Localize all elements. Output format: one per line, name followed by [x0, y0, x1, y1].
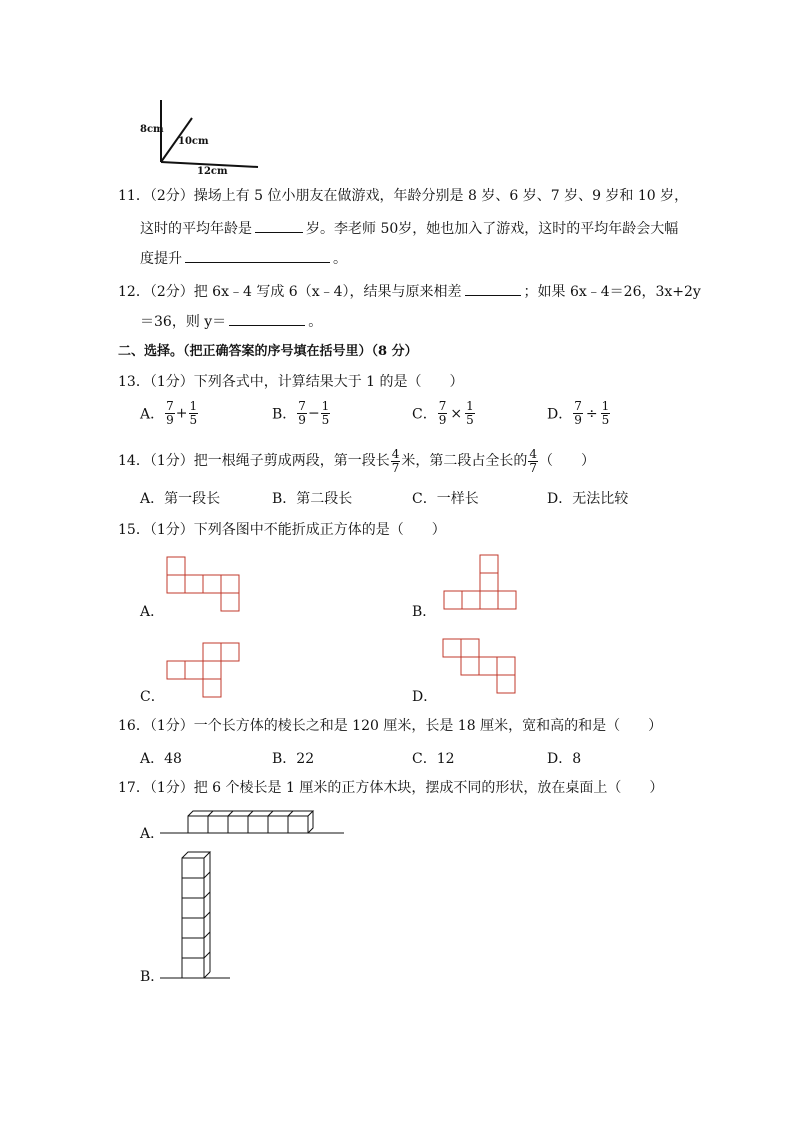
- operator: ÷: [585, 405, 598, 422]
- q15-net-a[interactable]: [166, 556, 240, 612]
- q14-text-c: （ ）: [539, 453, 596, 469]
- option-letter: D．: [547, 406, 573, 423]
- q11-text-3b: 。: [333, 251, 347, 267]
- q14-option-a[interactable]: A．第一段长: [140, 491, 221, 507]
- top-figure: [140, 98, 270, 178]
- q16-option-a[interactable]: A．48: [140, 751, 182, 767]
- q15-number: 15．: [118, 522, 150, 538]
- fraction: [573, 400, 583, 427]
- denominator: 9: [298, 413, 306, 427]
- q12-line2: [140, 311, 322, 331]
- denominator: 5: [321, 413, 330, 427]
- q17-figure-a-cubes-row[interactable]: [160, 810, 346, 836]
- q17-text: （1分）把 6 个棱长是 1 厘米的正方体木块，摆成不同的形状，放在桌面上（ ）: [149, 780, 664, 796]
- numerator: 7: [574, 399, 582, 413]
- q13-text: （1分）下列各式中，计算结果大于 1 的是（ ）: [149, 374, 464, 390]
- q11-line2: [140, 218, 678, 238]
- operator: −: [307, 405, 320, 422]
- q15-net-c[interactable]: [166, 642, 240, 698]
- label-12cm: 12cm: [197, 166, 228, 177]
- q17-figure-b-cubes-stack[interactable]: [160, 851, 232, 981]
- q15-net-b[interactable]: [443, 554, 517, 610]
- q14-text-a: （1分）把一根绳子剪成两段，第一段长: [149, 453, 390, 469]
- operator: ×: [450, 405, 463, 422]
- q14-text-b: 米，第二段占全长的: [401, 453, 528, 469]
- q16-text: （1分）一个长方体的棱长之和是 120 厘米，长是 18 厘米，宽和高的和是（ ）: [149, 718, 663, 734]
- denominator: 5: [189, 413, 198, 427]
- q13-line: [118, 373, 464, 391]
- q11-line1: [118, 187, 688, 205]
- numerator: 7: [438, 399, 447, 413]
- q14-option-d[interactable]: D．无法比较: [547, 491, 629, 507]
- operator: +: [175, 405, 188, 422]
- option-letter: C．: [412, 406, 437, 423]
- q12-line1: [118, 281, 701, 301]
- q16-line: [118, 717, 662, 735]
- q11-answer-blank-2[interactable]: [185, 248, 330, 263]
- fraction: [321, 400, 331, 427]
- denominator: 9: [574, 413, 582, 427]
- q11-text-2b: 岁。李老师 50岁，她也加入了游戏，这时的平均年龄会大幅: [306, 221, 679, 237]
- q11-answer-blank-1[interactable]: [255, 218, 303, 233]
- q11-number: 11．: [118, 188, 150, 204]
- fraction: [297, 400, 307, 427]
- label-10cm: 10cm: [178, 136, 209, 147]
- numerator: 4: [529, 446, 538, 461]
- numerator: 7: [166, 399, 174, 413]
- q12-text-1b: ；如果 6x﹣4＝26，3x+2y: [523, 284, 701, 300]
- denominator: 5: [466, 413, 474, 427]
- q11-text-2a: 这时的平均年龄是: [140, 221, 252, 237]
- q12-number: 12．: [118, 284, 150, 300]
- q17-line: [118, 779, 663, 797]
- fraction: [601, 400, 611, 427]
- q16-option-d[interactable]: D．8: [547, 751, 582, 767]
- q11-line3: [140, 248, 347, 268]
- fraction: [438, 400, 448, 427]
- denominator: 7: [529, 460, 538, 475]
- numerator: 1: [601, 399, 610, 413]
- numerator: 1: [321, 399, 330, 413]
- q17-option-b-label[interactable]: B．: [140, 969, 165, 985]
- section2-title: 二、选择。（把正确答案的序号填在括号里）（8 分）: [118, 344, 418, 359]
- q15-option-a-label[interactable]: A．: [140, 604, 165, 620]
- denominator: 9: [166, 413, 174, 427]
- option-letter: A．: [140, 406, 165, 423]
- q11-text-1: （2分）操场上有 5 位小朋友在做游戏，年龄分别是 8 岁、6 岁、7 岁、9 岁和 10 岁，: [149, 188, 689, 204]
- q14-fraction-1: [391, 448, 401, 475]
- q15-option-d-label[interactable]: D．: [412, 689, 438, 705]
- q14-fraction-2: [528, 448, 538, 475]
- q12-text-2b: 。: [308, 314, 323, 330]
- q15-text: （1分）下列各图中不能折成正方体的是（ ）: [149, 522, 446, 538]
- q13-option-b[interactable]: [272, 400, 331, 427]
- option-letter: B．: [272, 406, 297, 423]
- denominator: 9: [438, 413, 447, 427]
- q16-option-c[interactable]: C．12: [412, 751, 455, 767]
- label-8cm: 8cm: [140, 124, 164, 135]
- fraction: [189, 400, 199, 427]
- q13-option-c[interactable]: [412, 400, 476, 427]
- q13-number: 13．: [118, 374, 150, 390]
- denominator: 7: [391, 460, 400, 475]
- q16-number: 16．: [118, 718, 150, 734]
- q13-option-d[interactable]: [547, 400, 611, 427]
- q14-line: [118, 446, 595, 476]
- q14-option-c[interactable]: C．一样长: [412, 491, 479, 507]
- fraction: [465, 400, 475, 427]
- q12-answer-blank-1[interactable]: [465, 281, 521, 296]
- q17-option-a-label[interactable]: A．: [140, 826, 165, 842]
- q15-option-b-label[interactable]: B．: [412, 604, 437, 620]
- numerator: 4: [391, 446, 400, 461]
- q12-answer-blank-2[interactable]: [229, 311, 305, 326]
- q14-number: 14．: [118, 453, 150, 469]
- fraction: [165, 400, 175, 427]
- q16-option-b[interactable]: B．22: [272, 751, 315, 767]
- q11-text-3a: 度提升: [140, 251, 182, 267]
- q12-text-1a: （2分）把 6x﹣4 写成 6（x﹣4），结果与原来相差: [149, 284, 462, 300]
- q15-net-d[interactable]: [442, 638, 516, 694]
- q17-number: 17．: [118, 780, 150, 796]
- q13-option-a[interactable]: [140, 400, 199, 427]
- q12-text-2a: ＝36，则 y＝: [140, 314, 227, 330]
- denominator: 5: [601, 413, 610, 427]
- numerator: 1: [189, 399, 198, 413]
- numerator: 7: [298, 399, 306, 413]
- q15-option-c-label[interactable]: C．: [140, 689, 165, 705]
- q15-line: [118, 521, 446, 539]
- numerator: 1: [466, 399, 474, 413]
- q14-option-b[interactable]: B．第二段长: [272, 491, 353, 507]
